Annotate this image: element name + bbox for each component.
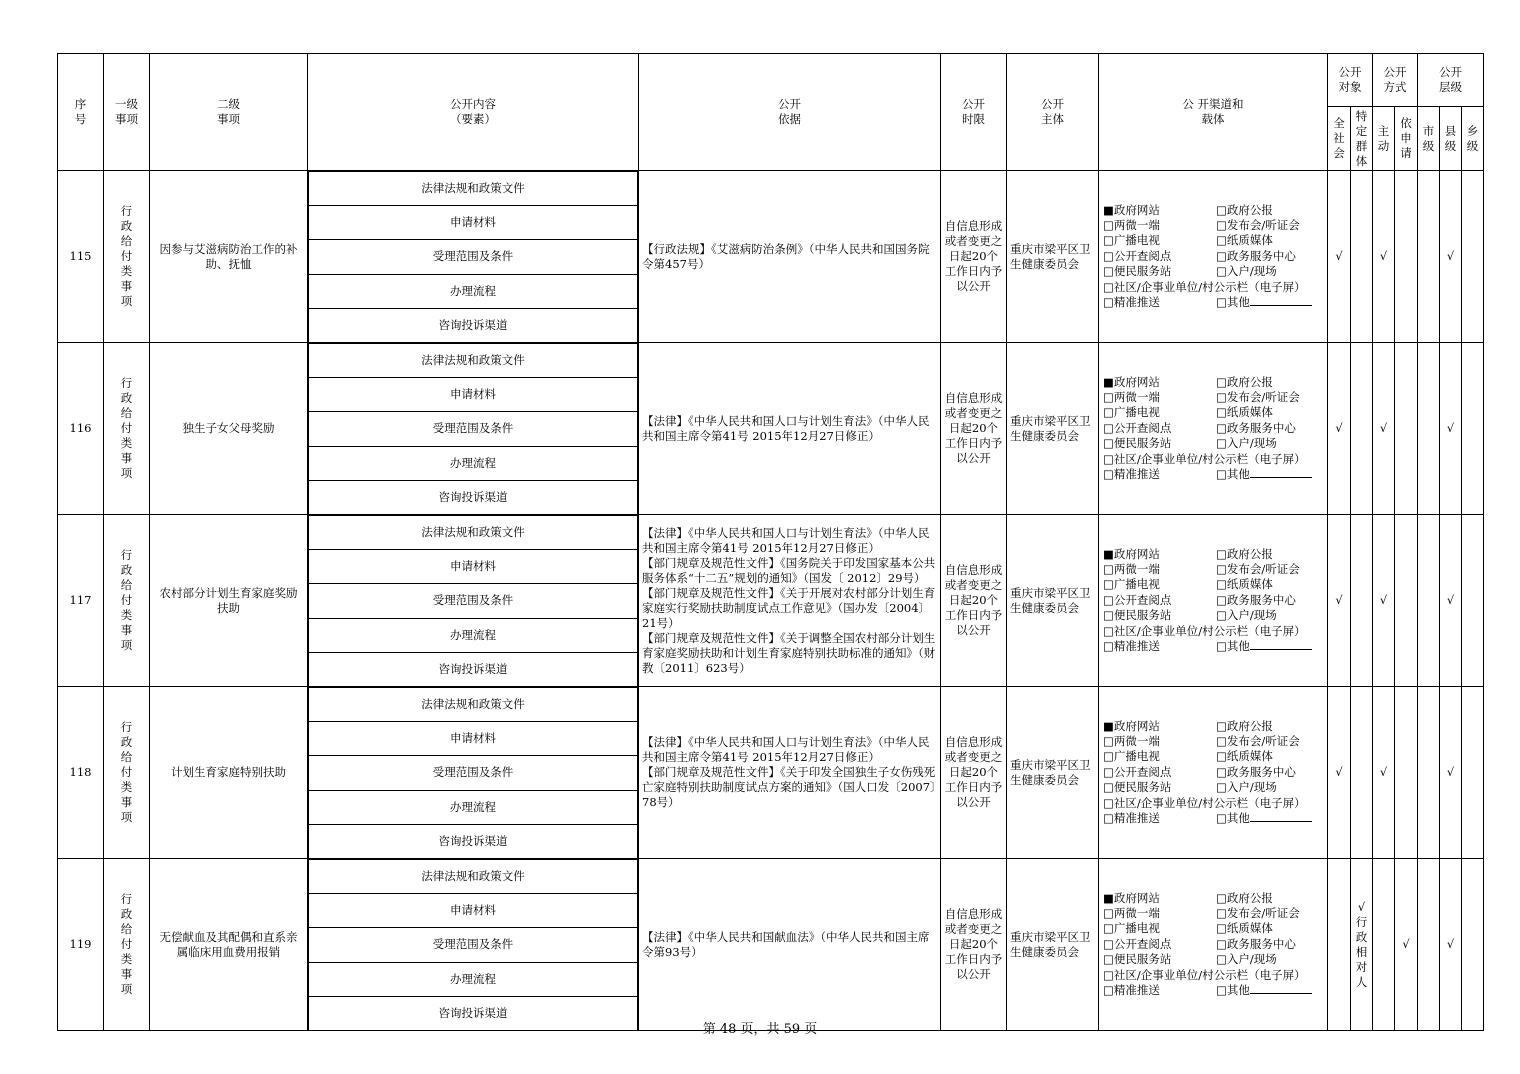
- channel-option: □便民服务站: [1103, 264, 1172, 279]
- row-content: [308, 515, 639, 687]
- row-target-all: [1328, 859, 1351, 1031]
- header-method-active: 主动: [1373, 107, 1395, 171]
- channel-option: □入户/现场: [1216, 952, 1277, 967]
- channel-option: □入户/现场: [1216, 780, 1277, 795]
- channel-option: □两微一端: [1103, 561, 1160, 576]
- row-seq: 117: [58, 515, 104, 687]
- channel-option: □政府公报: [1216, 546, 1273, 561]
- channel-other: □其他: [1216, 639, 1323, 654]
- header-content: 公开内容（要素）: [308, 54, 639, 171]
- content-item: 法律法规和政策文件: [309, 344, 638, 378]
- content-item: 办理流程: [309, 618, 638, 652]
- channel-option: □纸质媒体: [1216, 577, 1273, 592]
- row-target-specific: [1351, 687, 1373, 859]
- row-subject: 重庆市梁平区卫生健康委员会: [1007, 171, 1099, 343]
- channel-option: □纸质媒体: [1216, 749, 1273, 764]
- channel-other: □其他: [1216, 983, 1323, 998]
- basis-paragraph: 【部门规章及规范性文件】《关于调整全国农村部分计划生育家庭奖励扶助和计划生育家庭特别扶助标准的通知》（财教〔2011〕623号）: [642, 630, 936, 675]
- row-seq: 116: [58, 343, 104, 515]
- channel-option: □纸质媒体: [1216, 405, 1273, 420]
- content-item: 申请材料: [309, 550, 638, 584]
- channel-push: □精准推送: [1103, 295, 1160, 310]
- row-method-active: √: [1373, 171, 1395, 343]
- row-level-city: [1418, 687, 1440, 859]
- channel-option: □公开查阅点: [1103, 764, 1172, 779]
- channel-option: □两微一端: [1103, 733, 1160, 748]
- channel-option: □便民服务站: [1103, 780, 1172, 795]
- channel-push: □精准推送: [1103, 983, 1160, 998]
- channel-option: □公开查阅点: [1103, 592, 1172, 607]
- channel-option: □政府公报: [1216, 202, 1273, 217]
- basis-paragraph: 【法律】《中华人民共和国献血法》（中华人民共和国主席令第93号）: [642, 929, 930, 959]
- channel-option: ■政府网站: [1103, 890, 1160, 905]
- table-row: [58, 171, 1484, 343]
- row-target-specific: √行政相对人: [1351, 859, 1373, 1031]
- row-method-apply: [1395, 171, 1418, 343]
- channel-option: □广播电视: [1103, 921, 1160, 936]
- content-item: 办理流程: [309, 962, 638, 996]
- channel-option: □公开查阅点: [1103, 248, 1172, 263]
- row-method-active: √: [1373, 687, 1395, 859]
- row-method-apply: [1395, 515, 1418, 687]
- channel-option: ■政府网站: [1103, 374, 1160, 389]
- content-item: 受理范围及条件: [309, 412, 638, 446]
- content-item: 咨询投诉渠道: [309, 480, 638, 514]
- content-item: 法律法规和政策文件: [309, 172, 638, 206]
- row-level-city: [1418, 859, 1440, 1031]
- row-method-apply: √: [1395, 859, 1418, 1031]
- basis-paragraph: 【部门规章及规范性文件】《国务院关于印发国家基本公共服务体系“十二五”规划的通知》（国发〔 2012〕29号）: [642, 555, 936, 585]
- table-row: [58, 515, 1484, 687]
- basis-paragraph: 【法律】《中华人民共和国人口与计划生育法》（中华人民共和国主席令第41号 2015年12月27日修正）: [642, 525, 930, 555]
- content-item: 办理流程: [309, 274, 638, 308]
- channel-option: ■政府网站: [1103, 202, 1160, 217]
- row-method-active: √: [1373, 343, 1395, 515]
- content-item: 申请材料: [309, 722, 638, 756]
- channel-community: □社区/企事业单位/村公示栏（电子屏）: [1103, 623, 1306, 638]
- row-level2: 农村部分计划生育家庭奖励扶助: [150, 515, 308, 687]
- row-level1: 行政给付类事项: [104, 859, 150, 1031]
- channel-option: □发布会/听证会: [1216, 905, 1300, 920]
- row-level1: 行政给付类事项: [104, 171, 150, 343]
- row-time-limit: 自信息形成或者变更之日起20个工作日内予以公开: [941, 687, 1007, 859]
- channel-list: [1099, 375, 1327, 483]
- channel-option: □发布会/听证会: [1216, 561, 1300, 576]
- row-level-town: [1462, 343, 1484, 515]
- channel-list: [1099, 719, 1327, 827]
- content-item: 申请材料: [309, 206, 638, 240]
- channel-push: □精准推送: [1103, 467, 1160, 482]
- channel-option: □广播电视: [1103, 233, 1160, 248]
- channel-option: □入户/现场: [1216, 608, 1277, 623]
- row-content: [308, 687, 639, 859]
- row-level1: 行政给付类事项: [104, 343, 150, 515]
- header-level-city: 市级: [1418, 107, 1440, 171]
- header-target: 公开对象: [1328, 54, 1373, 107]
- header-method: 公开方式: [1373, 54, 1418, 107]
- header-channel: 公 开渠道和载体: [1099, 54, 1328, 171]
- content-item: 法律法规和政策文件: [309, 516, 638, 550]
- row-level-county: √: [1440, 515, 1462, 687]
- channel-option: □纸质媒体: [1216, 921, 1273, 936]
- channel-other: □其他: [1216, 467, 1323, 482]
- channel-option: □广播电视: [1103, 577, 1160, 592]
- header-time-limit: 公开时限: [941, 54, 1007, 171]
- channel-option: □入户/现场: [1216, 436, 1277, 451]
- row-level-city: [1418, 515, 1440, 687]
- header-level2: 二级事项: [150, 54, 308, 171]
- row-level-town: [1462, 859, 1484, 1031]
- header-seq: 序号: [58, 54, 104, 171]
- channel-option: □便民服务站: [1103, 608, 1172, 623]
- row-subject: 重庆市梁平区卫生健康委员会: [1007, 343, 1099, 515]
- channel-community: □社区/企事业单位/村公示栏（电子屏）: [1103, 279, 1306, 294]
- table-row: [58, 859, 1484, 1031]
- channel-option: □政府公报: [1216, 374, 1273, 389]
- channel-community: □社区/企事业单位/村公示栏（电子屏）: [1103, 451, 1306, 466]
- row-subject: 重庆市梁平区卫生健康委员会: [1007, 687, 1099, 859]
- header-level-town: 乡级: [1462, 107, 1484, 171]
- content-item: 法律法规和政策文件: [309, 688, 638, 722]
- channel-option: □两微一端: [1103, 905, 1160, 920]
- basis-paragraph: 【法律】《中华人民共和国人口与计划生育法》（中华人民共和国主席令第41号 2015年12月27日修正）: [642, 735, 930, 764]
- row-basis: [639, 687, 941, 859]
- channel-option: □发布会/听证会: [1216, 389, 1300, 404]
- row-target-all: √: [1328, 343, 1351, 515]
- row-subject: 重庆市梁平区卫生健康委员会: [1007, 859, 1099, 1031]
- channel-option: □公开查阅点: [1103, 936, 1172, 951]
- channel-push: □精准推送: [1103, 639, 1160, 654]
- row-method-apply: [1395, 687, 1418, 859]
- table-body: [58, 171, 1484, 1031]
- row-time-limit: 自信息形成或者变更之日起20个工作日内予以公开: [941, 515, 1007, 687]
- content-item: 受理范围及条件: [309, 928, 638, 962]
- row-time-limit: 自信息形成或者变更之日起20个工作日内予以公开: [941, 343, 1007, 515]
- header-level1: 一级事项: [104, 54, 150, 171]
- row-channel: [1099, 515, 1328, 687]
- row-level-city: [1418, 171, 1440, 343]
- channel-list: [1099, 203, 1327, 311]
- content-item: 咨询投诉渠道: [309, 996, 638, 1030]
- row-basis: [639, 515, 941, 687]
- content-list: [308, 859, 638, 1030]
- content-item: 办理流程: [309, 790, 638, 824]
- row-seq: 118: [58, 687, 104, 859]
- row-time-limit: 自信息形成或者变更之日起20个工作日内予以公开: [941, 859, 1007, 1031]
- channel-option: □入户/现场: [1216, 264, 1277, 279]
- row-time-limit: 自信息形成或者变更之日起20个工作日内予以公开: [941, 171, 1007, 343]
- channel-community: □社区/企事业单位/村公示栏（电子屏）: [1103, 795, 1306, 810]
- header-target-specific: 特定群体: [1351, 107, 1373, 171]
- header-basis: 公开依据: [639, 54, 941, 171]
- row-level-county: √: [1440, 343, 1462, 515]
- row-target-specific: [1351, 515, 1373, 687]
- content-list: [308, 687, 638, 858]
- row-level2: 计划生育家庭特别扶助: [150, 687, 308, 859]
- row-seq: 119: [58, 859, 104, 1031]
- row-level-city: [1418, 343, 1440, 515]
- row-basis: [639, 343, 941, 515]
- row-method-active: [1373, 859, 1395, 1031]
- row-seq: 115: [58, 171, 104, 343]
- channel-community: □社区/企事业单位/村公示栏（电子屏）: [1103, 967, 1306, 982]
- channel-other: □其他: [1216, 295, 1323, 310]
- content-item: 办理流程: [309, 446, 638, 480]
- content-item: 咨询投诉渠道: [309, 308, 638, 342]
- header-target-all: 全社会: [1328, 107, 1351, 171]
- row-level-town: [1462, 687, 1484, 859]
- channel-option: □便民服务站: [1103, 436, 1172, 451]
- content-item: 法律法规和政策文件: [309, 860, 638, 894]
- content-list: [308, 343, 638, 514]
- content-item: 受理范围及条件: [309, 240, 638, 274]
- row-basis: [639, 171, 941, 343]
- channel-option: □便民服务站: [1103, 952, 1172, 967]
- content-list: [308, 171, 638, 342]
- row-channel: [1099, 343, 1328, 515]
- row-level2: 独生子女父母奖励: [150, 343, 308, 515]
- row-level-county: √: [1440, 859, 1462, 1031]
- row-level2: 因参与艾滋病防治工作的补助、抚恤: [150, 171, 308, 343]
- row-target-specific: [1351, 171, 1373, 343]
- row-target-all: √: [1328, 687, 1351, 859]
- disclosure-table-page: [57, 53, 1483, 1031]
- row-method-active: √: [1373, 515, 1395, 687]
- channel-option: □公开查阅点: [1103, 420, 1172, 435]
- row-method-apply: [1395, 343, 1418, 515]
- channel-option: □政府公报: [1216, 718, 1273, 733]
- row-channel: [1099, 171, 1328, 343]
- channel-option: ■政府网站: [1103, 718, 1160, 733]
- table-row: [58, 343, 1484, 515]
- channel-other: □其他: [1216, 811, 1323, 826]
- row-target-specific: [1351, 343, 1373, 515]
- row-basis: [639, 859, 941, 1031]
- basis-paragraph: 【部门规章及规范性文件】《关于印发全国独生子女伤残死亡家庭特别扶助制度试点方案的通知》（国人口发〔2007〕78号）: [642, 765, 936, 809]
- page-footer: 第 48 页，共 59 页: [702, 1022, 818, 1037]
- content-item: 申请材料: [309, 378, 638, 412]
- row-level-town: [1462, 515, 1484, 687]
- basis-paragraph: 【行政法规】《艾滋病防治条例》（中华人民共和国国务院令第457号）: [642, 241, 930, 271]
- channel-option: □发布会/听证会: [1216, 217, 1300, 232]
- row-level-county: √: [1440, 687, 1462, 859]
- channel-option: ■政府网站: [1103, 546, 1160, 561]
- channel-list: [1099, 891, 1327, 999]
- channel-option: □政府公报: [1216, 890, 1273, 905]
- disclosure-table: [57, 53, 1484, 1031]
- channel-option: □广播电视: [1103, 749, 1160, 764]
- channel-option: □政务服务中心: [1216, 592, 1296, 607]
- basis-paragraph: 【部门规章及规范性文件】《关于开展对农村部分计划生育家庭实行奖励扶助制度试点工作意见》（国办发〔2004〕21号）: [642, 585, 936, 630]
- channel-option: □政务服务中心: [1216, 764, 1296, 779]
- content-list: [308, 515, 638, 686]
- row-content: [308, 343, 639, 515]
- header-subject: 公开主体: [1007, 54, 1099, 171]
- channel-list: [1099, 547, 1327, 655]
- content-item: 咨询投诉渠道: [309, 652, 638, 686]
- row-level1: 行政给付类事项: [104, 687, 150, 859]
- row-content: [308, 859, 639, 1031]
- row-channel: [1099, 859, 1328, 1031]
- channel-option: □政务服务中心: [1216, 248, 1296, 263]
- table-row: [58, 687, 1484, 859]
- channel-option: □两微一端: [1103, 389, 1160, 404]
- header-level: 公开层级: [1418, 54, 1484, 107]
- channel-option: □政务服务中心: [1216, 936, 1296, 951]
- header-level-county: 县级: [1440, 107, 1462, 171]
- basis-paragraph: 【法律】《中华人民共和国人口与计划生育法》（中华人民共和国主席令第41号 2015年12月27日修正）: [642, 413, 930, 443]
- header-method-apply: 依申请: [1395, 107, 1418, 171]
- content-item: 受理范围及条件: [309, 584, 638, 618]
- content-item: 受理范围及条件: [309, 756, 638, 790]
- row-subject: 重庆市梁平区卫生健康委员会: [1007, 515, 1099, 687]
- channel-push: □精准推送: [1103, 811, 1160, 826]
- channel-option: □政务服务中心: [1216, 420, 1296, 435]
- row-content: [308, 171, 639, 343]
- row-level2: 无偿献血及其配偶和直系亲属临床用血费用报销: [150, 859, 308, 1031]
- channel-option: □两微一端: [1103, 217, 1160, 232]
- row-level-town: [1462, 171, 1484, 343]
- row-target-all: √: [1328, 171, 1351, 343]
- row-target-all: √: [1328, 515, 1351, 687]
- content-item: 申请材料: [309, 894, 638, 928]
- content-item: 咨询投诉渠道: [309, 824, 638, 858]
- channel-option: □纸质媒体: [1216, 233, 1273, 248]
- channel-option: □广播电视: [1103, 405, 1160, 420]
- row-level1: 行政给付类事项: [104, 515, 150, 687]
- row-level-county: √: [1440, 171, 1462, 343]
- row-channel: [1099, 687, 1328, 859]
- channel-option: □发布会/听证会: [1216, 733, 1300, 748]
